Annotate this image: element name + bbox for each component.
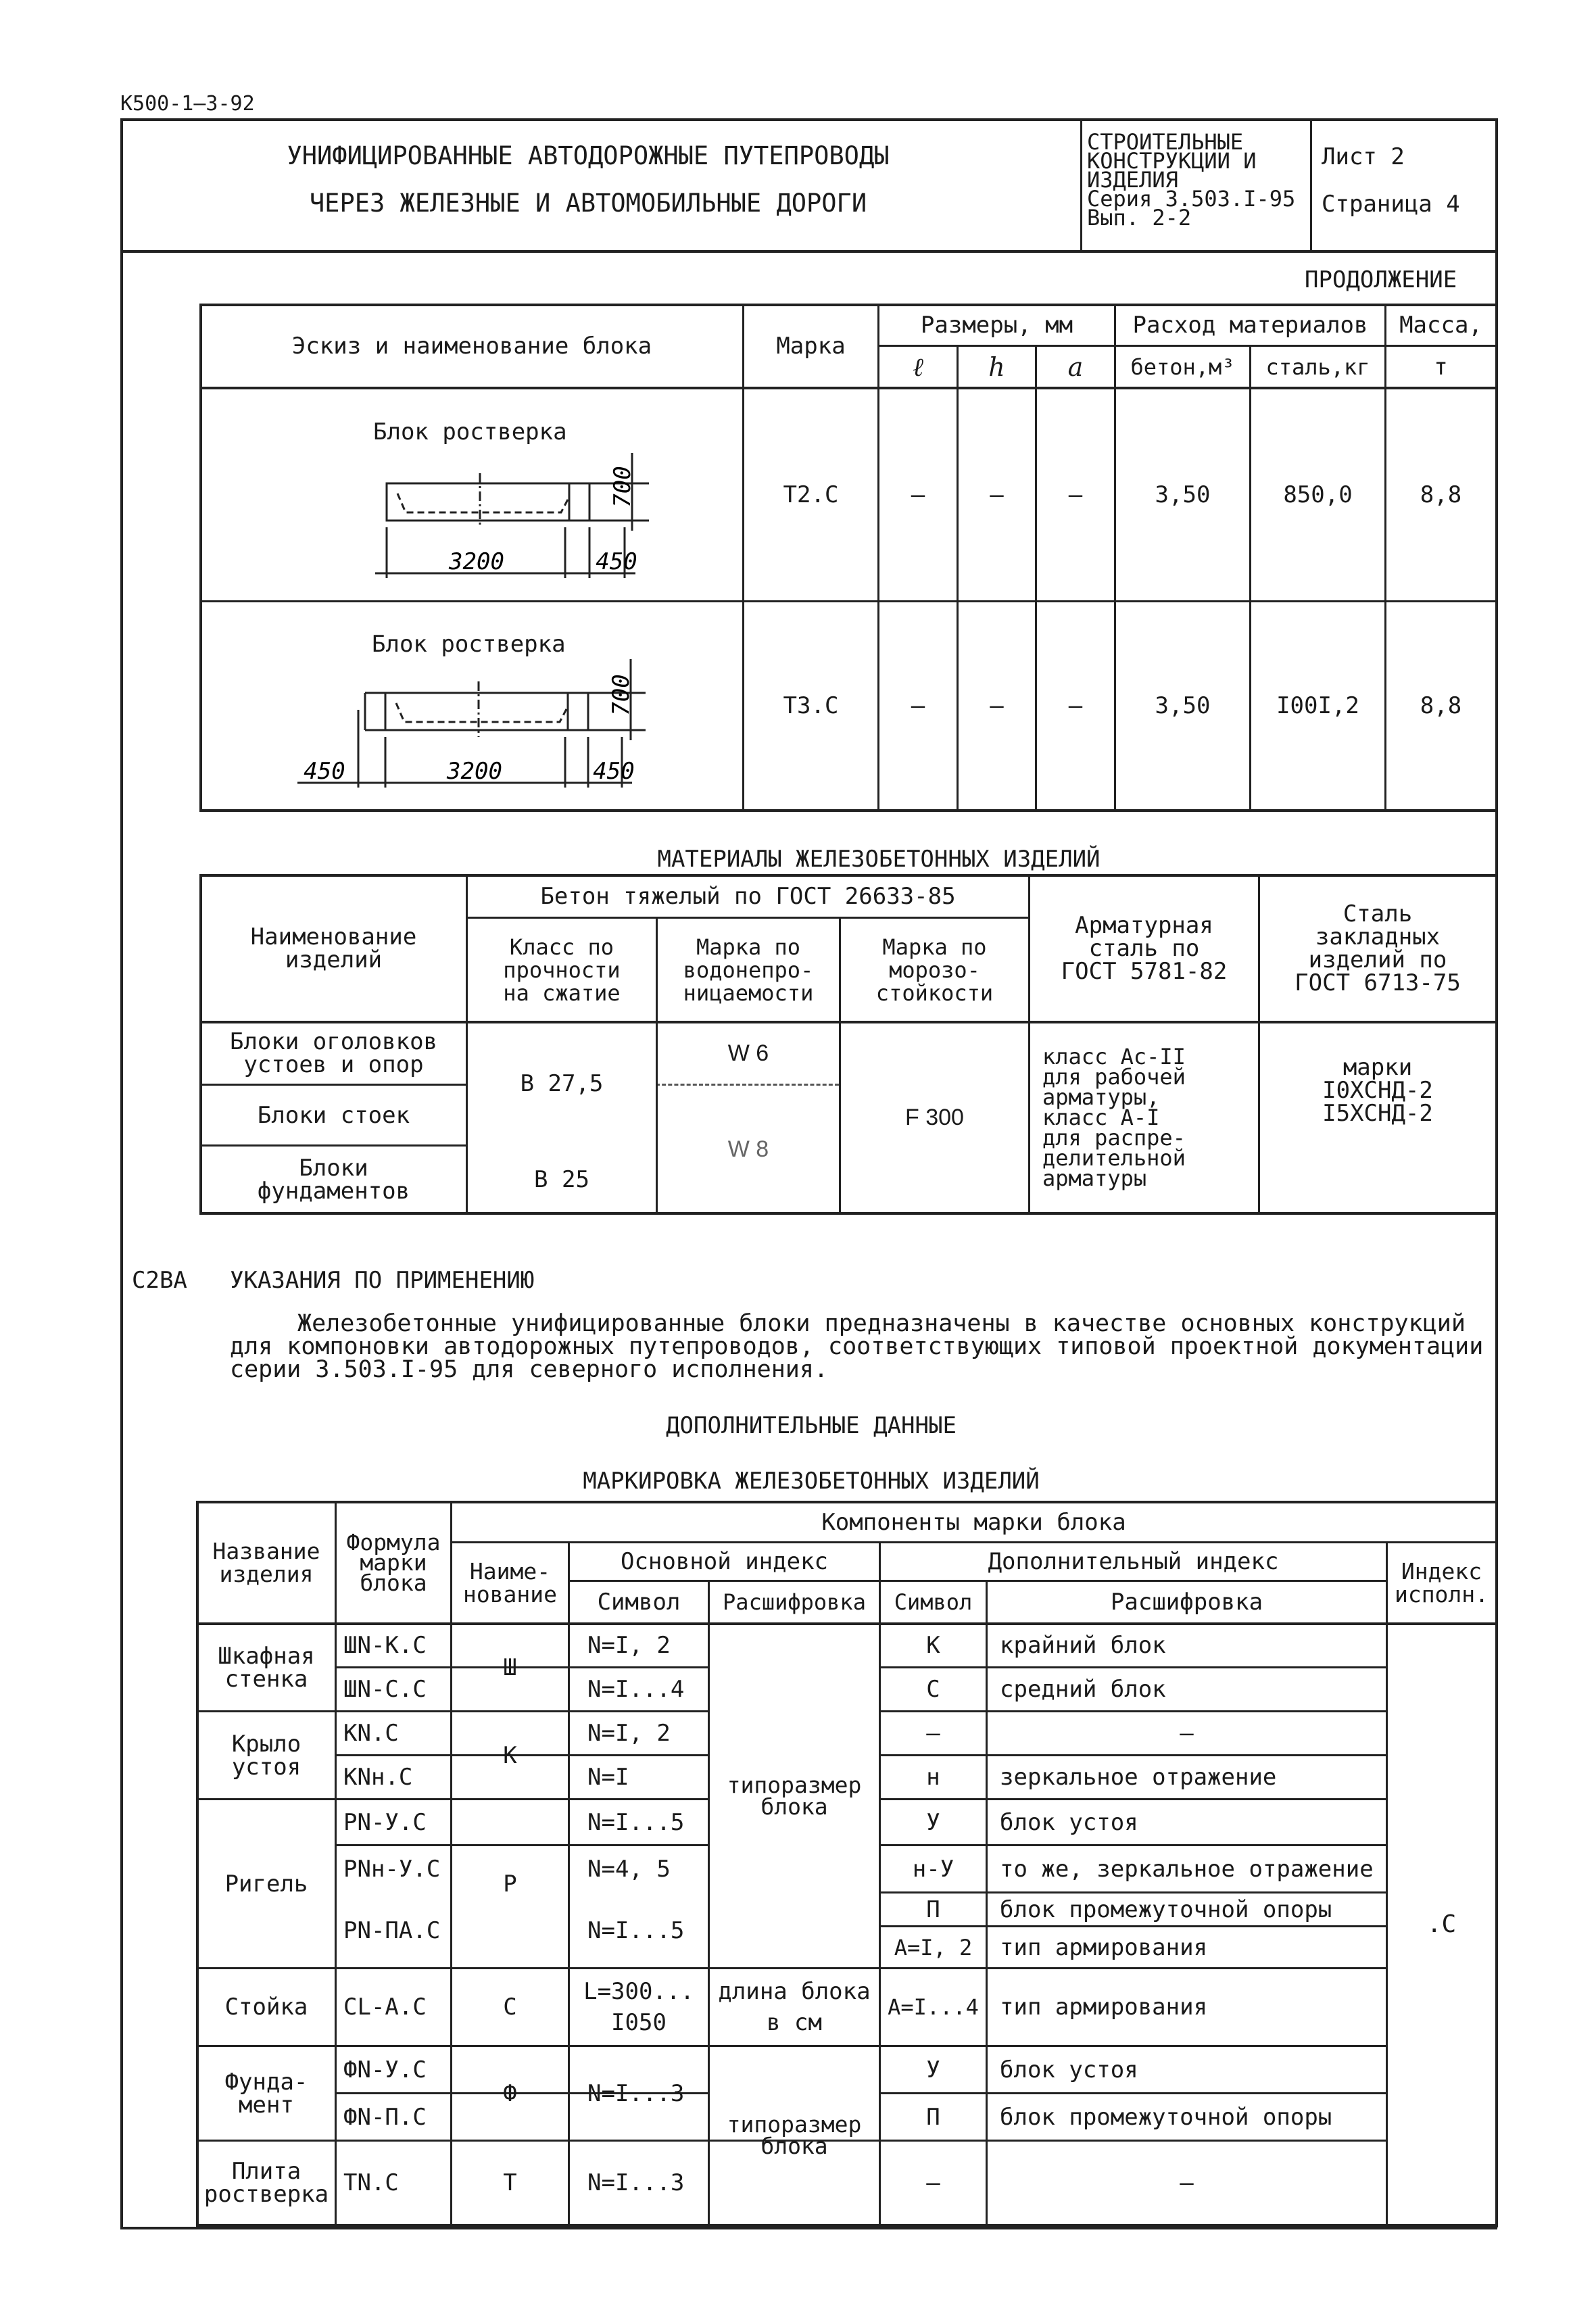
- mt-header-rebar: Арматурная сталь по ГОСТ 5781-82: [1061, 912, 1228, 985]
- row2-block-name: Блок ростверка: [372, 631, 566, 658]
- frame-left: [120, 118, 123, 2227]
- row1-mark: Т2.С: [783, 481, 839, 508]
- mk-naming-6: Т: [503, 2169, 517, 2196]
- row1-steel: 850,0: [1283, 481, 1353, 508]
- mk-header-decoding: Расшифровка: [723, 1589, 866, 1615]
- mk-item-2: Крыло устоя: [231, 1730, 301, 1781]
- row2-mark: Т3.С: [783, 692, 839, 719]
- row2-dim-height: 700: [608, 674, 635, 716]
- mk-symbol-9: N=I...3: [587, 2079, 685, 2107]
- header-steel: сталь,кг: [1265, 354, 1370, 380]
- page-number: Страница 4: [1322, 191, 1460, 218]
- mk-add-symbol-10: У: [926, 2056, 940, 2083]
- row1-a: –: [1068, 481, 1083, 508]
- mk-header-components: Компоненты марки блока: [821, 1508, 1126, 1536]
- mk-add-symbol-5: У: [926, 1808, 940, 1836]
- frame-top: [120, 118, 1497, 121]
- row1-dim-length: 3200: [449, 548, 504, 575]
- row1-h: –: [990, 481, 1004, 508]
- mk-header-add-index: Дополнительный индекс: [988, 1548, 1279, 1575]
- materials-title: МАТЕРИАЛЫ ЖЕЛЕЗОБЕТОННЫХ ИЗДЕЛИЙ: [657, 846, 1101, 873]
- mk-add-decoding-9: тип армирования: [1000, 1994, 1208, 2021]
- title-block-divider-1: [1080, 118, 1082, 251]
- mk-add-decoding-12: –: [1180, 2169, 1194, 2196]
- mk-item-6: Плита ростверка: [203, 2158, 329, 2208]
- section-line-1: СТРОИТЕЛЬНЫЕ: [1087, 129, 1244, 155]
- mk-add-symbol-1: К: [926, 1632, 940, 1659]
- mk-decoding-typesize-1: типоразмер блока: [727, 1771, 862, 1820]
- mk-item-1: Шкафная стенка: [218, 1642, 315, 1693]
- row2-dim-left: 450: [304, 758, 345, 785]
- document-code: К500-1—3-92: [120, 92, 255, 116]
- mk-decoding-length: длина блока в см: [718, 1978, 871, 2036]
- mk-header-add-symbol: Символ: [894, 1589, 973, 1615]
- row2-mass: 8,8: [1420, 692, 1462, 719]
- mt-header-embedded: Сталь закладных изделий по ГОСТ 6713-75: [1295, 900, 1461, 996]
- mk-add-decoding-3: –: [1180, 1720, 1194, 1747]
- application-line-1: Железобетонные унифицированные блоки предназначены в качестве основных конструкций: [297, 1310, 1466, 1337]
- mt-rebar: класс Ас-II для рабочей арматуры, класс А-I для распре- делительной арматуры: [1042, 1044, 1186, 1191]
- mk-header-main-index: Основной индекс: [620, 1548, 829, 1575]
- application-title: УКАЗАНИЯ ПО ПРИМЕНЕНИЮ: [230, 1267, 535, 1294]
- mk-formula-3: КN.С: [343, 1720, 399, 1747]
- header-mass: Масса,: [1399, 312, 1482, 339]
- row2-l: –: [911, 692, 925, 719]
- mk-add-decoding-8: тип армирования: [1000, 1933, 1208, 1961]
- application-line-2: для компоновки автодорожных путепроводов, соответствующих типовой проектной документации: [230, 1333, 1484, 1360]
- mt-strength-top: В 27,5: [520, 1070, 604, 1097]
- mt-strength-bottom: В 25: [534, 1165, 589, 1193]
- mk-naming-5: Ф: [503, 2079, 517, 2107]
- frame-right: [1495, 118, 1498, 2227]
- section-line-2: КОНСТРУКЦИИ И: [1087, 148, 1257, 174]
- mk-formula-5: РN-У.С: [343, 1808, 427, 1836]
- mk-add-decoding-2: средний блок: [1000, 1676, 1166, 1703]
- mk-naming-3: Р: [503, 1870, 517, 1898]
- mk-header-naming: Наиме- нование: [462, 1558, 558, 1608]
- application-code: С2ВА: [132, 1267, 187, 1294]
- continuation-label: ПРОДОЛЖЕНИЕ: [1305, 266, 1457, 293]
- mt-embedded: марки I0ХСНД-2 I5ХСНД-2: [1322, 1054, 1433, 1127]
- mt-line-bottom: [199, 1212, 1495, 1215]
- mk-add-decoding-7: блок промежуточной опоры: [1000, 1896, 1332, 1923]
- row1-sketch: [365, 433, 690, 588]
- header-mass-unit: т: [1434, 353, 1448, 381]
- row1-block-name: Блок ростверка: [373, 418, 567, 445]
- row2-concrete: 3,50: [1155, 692, 1211, 719]
- row2-dim-length: 3200: [447, 758, 502, 785]
- mk-item-4: Стойка: [224, 1994, 308, 2021]
- mk-symbol-6: N=4, 5: [587, 1855, 671, 1883]
- row1-mass: 8,8: [1420, 481, 1462, 508]
- header-size-l: ℓ: [913, 352, 923, 382]
- header-size-a: a: [1067, 352, 1084, 382]
- mt-row3-name: Блоки фундаментов: [257, 1154, 410, 1205]
- mk-naming-1: Ш: [503, 1654, 517, 1681]
- mk-symbol-5: N=I...5: [587, 1808, 685, 1836]
- mk-item-5: Фунда- мент: [224, 2068, 308, 2119]
- mt-frost: F 300: [905, 1105, 964, 1130]
- header-concrete: бетон,м³: [1130, 354, 1235, 380]
- section-line-4: Серия 3.503.I-95: [1087, 186, 1296, 212]
- header-sizes: Размеры, мм: [920, 312, 1073, 339]
- additional-title: ДОПОЛНИТЕЛЬНЫЕ ДАННЫЕ: [666, 1412, 957, 1439]
- row2-steel: I00I,2: [1276, 692, 1359, 719]
- mk-item-3: Ригель: [224, 1870, 308, 1898]
- mt-header-strength: Класс по прочности на сжатие: [503, 934, 621, 1006]
- mk-symbol-8: L=300... I050: [583, 1978, 694, 2036]
- mk-header-add-decoding: Расшифровка: [1110, 1589, 1263, 1616]
- mk-add-decoding-11: блок промежуточной опоры: [1000, 2103, 1332, 2131]
- mk-add-symbol-7: П: [926, 1896, 940, 1923]
- mk-formula-6: РNн-У.С: [343, 1855, 441, 1883]
- row2-sketch: [291, 635, 696, 798]
- row2-dim-right: 450: [593, 758, 635, 785]
- title-block-divider-2: [1310, 118, 1312, 251]
- mk-formula-10: ФN-П.С: [343, 2103, 427, 2131]
- marking-title: МАРКИРОВКА ЖЕЛЕЗОБЕТОННЫХ ИЗДЕЛИЙ: [583, 1468, 1040, 1495]
- mk-formula-7: РN-ПА.С: [343, 1916, 441, 1944]
- mk-header-symbol: Символ: [597, 1589, 681, 1616]
- mt-water-top: W 6: [727, 1040, 769, 1066]
- mk-naming-4: С: [503, 1994, 517, 2021]
- title-block-bottom: [120, 250, 1497, 253]
- mk-formula-4: КNн.С: [343, 1764, 413, 1791]
- mk-add-symbol-6: н-У: [912, 1855, 954, 1883]
- row2-h: –: [990, 692, 1004, 719]
- mk-header-formula: Формула марки блока: [346, 1528, 441, 1596]
- sheet-number: Лист 2: [1322, 143, 1405, 170]
- mk-symbol-2: N=I...4: [587, 1676, 685, 1703]
- mk-add-symbol-4: н: [926, 1764, 940, 1791]
- row1-concrete: 3,50: [1155, 481, 1211, 508]
- mk-naming-2: К: [503, 1741, 517, 1769]
- section-info: [1087, 129, 1310, 231]
- mk-add-decoding-1: крайний блок: [1000, 1632, 1166, 1659]
- mk-symbol-4: N=I: [587, 1764, 629, 1791]
- mk-formula-1: ШN-К.С: [343, 1632, 427, 1659]
- mk-exec-index: .С: [1426, 1910, 1457, 1938]
- mk-add-symbol-3: –: [926, 1720, 940, 1747]
- title-line-2: ЧЕРЕЗ ЖЕЛЕЗНЫЕ И АВТОМОБИЛЬНЫЕ ДОРОГИ: [309, 189, 867, 218]
- mt-row1-name: Блоки оголовков устоев и опор: [229, 1028, 438, 1078]
- mt-header-concrete-group: Бетон тяжелый по ГОСТ 26633-85: [540, 883, 956, 910]
- header-sketch-name: Эскиз и наименование блока: [291, 333, 652, 360]
- header-size-h: h: [988, 352, 1005, 382]
- mk-add-symbol-11: П: [926, 2103, 940, 2131]
- row2-a: –: [1068, 692, 1083, 719]
- mk-decoding-typesize-2: типоразмер блока: [727, 2111, 862, 2159]
- header-consumption: Расход материалов: [1132, 312, 1368, 339]
- row1-l: –: [911, 481, 925, 508]
- mk-add-symbol-12: –: [926, 2169, 940, 2196]
- title-line-1: УНИФИЦИРОВАННЫЕ АВТОДОРОЖНЫЕ ПУТЕПРОВОДЫ: [287, 141, 890, 170]
- row1-dim-right: 450: [596, 548, 637, 575]
- mk-add-symbol-8: А=I, 2: [894, 1934, 973, 1960]
- application-line-3: серии 3.503.I-95 для северного исполнения.: [230, 1356, 829, 1383]
- mk-formula-2: ШN-С.С: [343, 1676, 427, 1703]
- mk-header-item: Название изделия: [212, 1537, 320, 1587]
- mk-h-bottom: [196, 2224, 1495, 2227]
- mk-header-exec-index: Индекс исполн.: [1394, 1558, 1489, 1608]
- mt-header-name: Наименование изделий: [250, 923, 417, 973]
- mk-add-decoding-10: блок устоя: [1000, 2056, 1138, 2083]
- mk-add-symbol-9: А=I...4: [888, 1994, 979, 2020]
- mt-header-water: Марка по водонепро- ницаемости: [683, 934, 814, 1006]
- section-line-5: Вып. 2-2: [1087, 205, 1192, 231]
- bt-line-bottom: [199, 809, 1495, 812]
- mk-symbol-7: N=I...5: [587, 1916, 685, 1944]
- mk-add-decoding-4: зеркальное отражение: [1000, 1764, 1277, 1791]
- mk-formula-11: ТN.С: [343, 2169, 399, 2196]
- mk-add-decoding-5: блок устоя: [1000, 1808, 1138, 1836]
- mt-row2-name: Блоки стоек: [257, 1101, 410, 1129]
- header-mark: Марка: [776, 333, 846, 360]
- mk-symbol-3: N=I, 2: [587, 1720, 671, 1747]
- mk-add-decoding-6: то же, зеркальное отражение: [1000, 1855, 1374, 1883]
- mk-symbol-1: N=I, 2: [587, 1632, 671, 1659]
- mk-symbol-10: N=I...3: [587, 2169, 685, 2196]
- mt-header-frost: Марка по морозо- стойкости: [875, 934, 994, 1006]
- mt-water-bottom: W 8: [727, 1136, 769, 1162]
- frame-bottom: [120, 2227, 1497, 2229]
- mk-add-symbol-2: С: [926, 1676, 940, 1703]
- row1-dim-height: 700: [609, 466, 636, 508]
- mk-formula-9: ФN-У.С: [343, 2056, 427, 2083]
- mk-formula-8: СL-А.С: [343, 1994, 427, 2021]
- section-line-3: ИЗДЕЛИЯ: [1087, 167, 1178, 193]
